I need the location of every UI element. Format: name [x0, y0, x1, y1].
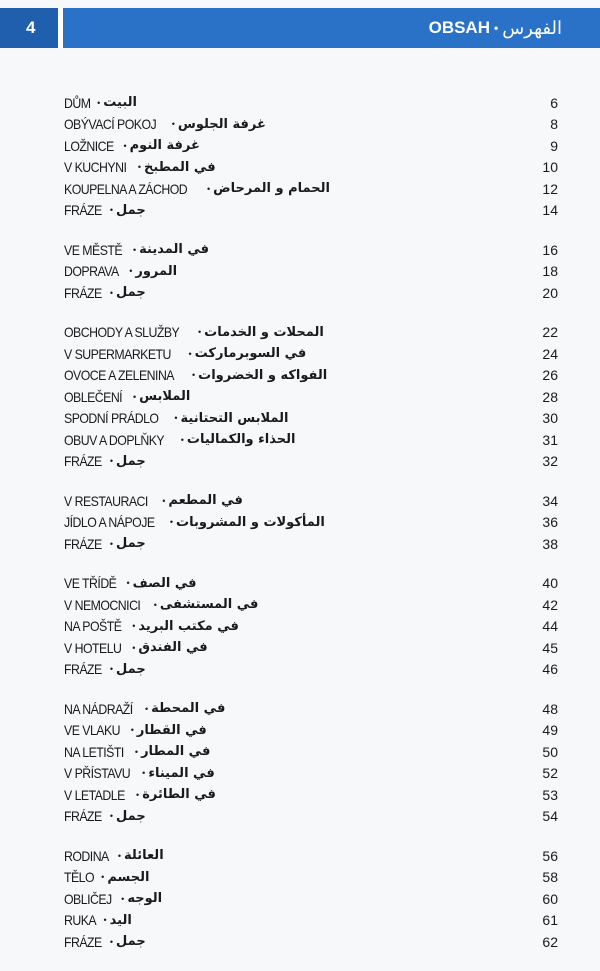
entry-separator: • — [129, 266, 133, 277]
entry-czech-label: OBUV A DOPLŇKY — [64, 431, 165, 448]
entry-page-number: 42 — [542, 596, 558, 613]
toc-entry[interactable] — [64, 594, 558, 616]
entry-czech-label: V KUCHYNI — [64, 159, 127, 176]
entry-czech-label: RODINA — [64, 847, 109, 864]
entry-arabic-label: في المطعم — [168, 493, 243, 509]
entry-czech-label: RUKA — [64, 912, 97, 929]
entry-arabic-label: في المدينة — [139, 242, 209, 258]
entry-arabic-label: في المطبخ — [144, 159, 216, 175]
toc-entry[interactable] — [64, 573, 558, 595]
entry-page-number: 12 — [542, 180, 558, 197]
entry-page-number: 54 — [542, 808, 558, 825]
toc-entry[interactable] — [64, 114, 558, 136]
entry-czech-label: OVOCE A ZELENINA — [64, 367, 174, 384]
entry-page-number: 56 — [542, 847, 558, 864]
entry-czech-label: V SUPERMARKETU — [64, 345, 171, 362]
toc-section — [64, 239, 558, 304]
toc-entry[interactable] — [64, 386, 558, 408]
entry-arabic-label: جمل — [116, 453, 146, 469]
entry-separator: • — [123, 140, 127, 151]
entry-page-number: 18 — [542, 263, 558, 280]
toc-entry[interactable] — [64, 512, 558, 534]
toc-entry[interactable] — [64, 637, 558, 659]
page-title — [429, 14, 562, 42]
entry-czech-label: TĚLO — [64, 869, 95, 886]
entry-page-number: 48 — [542, 700, 558, 717]
entry-page-number: 52 — [542, 765, 558, 782]
entry-page-number: 58 — [542, 869, 558, 886]
entry-arabic-label: المرور — [135, 263, 178, 279]
entry-page-number: 46 — [542, 661, 558, 678]
entry-separator: • — [101, 872, 105, 883]
toc-entry[interactable] — [64, 931, 558, 953]
entry-separator: • — [137, 162, 141, 173]
entry-arabic-label: العائلة — [124, 848, 164, 864]
toc-section — [64, 322, 558, 473]
toc-entry[interactable] — [64, 157, 558, 179]
entry-arabic-label: الحذاء والكماليات — [186, 432, 296, 448]
entry-separator: • — [109, 664, 114, 675]
toc-section — [64, 490, 558, 555]
entry-arabic-label: في الفندق — [138, 640, 208, 656]
entry-page-number: 22 — [542, 324, 558, 341]
entry-separator: • — [109, 936, 114, 947]
entry-separator: • — [126, 578, 130, 589]
entry-separator: • — [174, 413, 178, 424]
entry-czech-label: V RESTAURACI — [64, 492, 148, 509]
entry-czech-label: NA LETIŠTI — [64, 743, 124, 760]
entry-page-number: 44 — [542, 618, 558, 635]
entry-separator: • — [109, 205, 114, 216]
toc-entry[interactable] — [64, 322, 558, 344]
entry-page-number: 6 — [550, 94, 558, 111]
toc-section — [64, 92, 558, 221]
toc-entry[interactable] — [64, 784, 558, 806]
entry-separator: • — [103, 915, 107, 926]
entry-czech-label: FRÁZE — [64, 453, 102, 470]
entry-page-number: 38 — [542, 535, 558, 552]
entry-czech-label: KOUPELNA A ZÁCHOD — [64, 180, 188, 197]
entry-czech-label: OBÝVACÍ POKOJ — [64, 116, 157, 133]
entry-separator: • — [109, 811, 114, 822]
entry-czech-label: VE TŘÍDĚ — [64, 575, 117, 592]
entry-czech-label: FRÁZE — [64, 284, 102, 301]
entry-separator: • — [192, 370, 196, 381]
entry-separator: • — [133, 244, 137, 255]
entry-separator: • — [188, 348, 192, 359]
entry-arabic-label: غرفة النوم — [129, 138, 200, 154]
entry-separator: • — [134, 746, 139, 757]
entry-arabic-label: في الميناء — [148, 765, 215, 781]
toc-entry[interactable] — [64, 888, 558, 910]
entry-page-number: 60 — [542, 890, 558, 907]
toc-entry[interactable] — [64, 763, 558, 785]
entry-page-number: 8 — [550, 116, 558, 133]
entry-czech-label: VE MĚSTĚ — [64, 241, 123, 258]
entry-page-number: 26 — [542, 367, 558, 384]
entry-separator: • — [169, 517, 174, 528]
toc-entry[interactable] — [64, 178, 558, 200]
entry-arabic-label: في الصف — [132, 575, 197, 591]
toc-entry[interactable] — [64, 616, 558, 638]
entry-czech-label: OBCHODY A SLUŽBY — [64, 324, 180, 341]
entry-separator: • — [109, 456, 114, 467]
entry-arabic-label: المحلات و الخدمات — [204, 324, 324, 340]
entry-arabic-label: جمل — [116, 661, 146, 677]
entry-czech-label: V LETADLE — [64, 786, 125, 803]
entry-page-number: 36 — [542, 514, 558, 531]
entry-separator: • — [130, 725, 134, 736]
entry-page-number: 49 — [542, 722, 558, 739]
entry-arabic-label: المأكولات و المشروبات — [176, 514, 325, 530]
entry-arabic-label: الملابس التحتانية — [180, 410, 289, 426]
toc-entry[interactable] — [64, 910, 558, 932]
entry-czech-label: LOŽNICE — [64, 137, 114, 154]
entry-arabic-label: جمل — [116, 536, 146, 552]
entry-page-number: 62 — [542, 933, 558, 950]
entry-separator: • — [206, 183, 211, 194]
title-czech: OBSAH — [428, 18, 490, 37]
entry-czech-label: FRÁZE — [64, 535, 102, 552]
entry-czech-label: SPODNÍ PRÁDLO — [64, 410, 159, 427]
entry-separator: • — [97, 97, 101, 108]
toc-entry[interactable] — [64, 239, 558, 261]
entry-separator: • — [197, 327, 202, 338]
entry-separator: • — [132, 642, 136, 653]
toc-section — [64, 845, 558, 953]
toc-entry[interactable] — [64, 845, 558, 867]
entry-separator: • — [136, 789, 140, 800]
entry-czech-label: DŮM — [64, 94, 91, 111]
entry-arabic-label: جمل — [116, 934, 146, 950]
entry-page-number: 10 — [542, 159, 558, 176]
entry-arabic-label: في القطار — [136, 722, 207, 738]
entry-separator: • — [142, 768, 146, 779]
entry-page-number: 30 — [542, 410, 558, 427]
header-divider — [58, 8, 63, 48]
title-separator: • — [494, 21, 499, 35]
entry-czech-label: FRÁZE — [64, 202, 102, 219]
entry-czech-label: JÍDLO A NÁPOJE — [64, 514, 155, 531]
toc-entry[interactable] — [64, 451, 558, 473]
entry-czech-label: VE VLAKU — [64, 722, 121, 739]
title-arabic: الفهرس — [502, 17, 562, 38]
entry-separator: • — [145, 703, 149, 714]
toc-entry[interactable] — [64, 698, 558, 720]
entry-czech-label: FRÁZE — [64, 661, 102, 678]
entry-arabic-label: اليد — [109, 912, 132, 928]
entry-arabic-label: جمل — [116, 808, 146, 824]
entry-czech-label: V HOTELU — [64, 639, 122, 656]
entry-arabic-label: في السوبرماركت — [194, 346, 307, 362]
entry-separator: • — [171, 119, 175, 130]
entry-page-number: 45 — [542, 639, 558, 656]
entry-czech-label: DOPRAVA — [64, 263, 119, 280]
entry-arabic-label: في المستشفى — [159, 597, 259, 613]
entry-page-number: 9 — [550, 137, 558, 154]
entry-separator: • — [153, 599, 157, 610]
entry-arabic-label: غرفة الجلوس — [177, 116, 266, 132]
entry-separator: • — [180, 434, 184, 445]
entry-page-number: 20 — [542, 284, 558, 301]
entry-page-number: 28 — [542, 388, 558, 405]
entry-czech-label: FRÁZE — [64, 808, 102, 825]
entry-separator: • — [132, 621, 136, 632]
entry-arabic-label: الجسم — [107, 869, 150, 885]
entry-separator: • — [117, 850, 122, 861]
entry-arabic-label: البيت — [103, 95, 137, 111]
entry-page-number: 24 — [542, 345, 558, 362]
toc-entry[interactable] — [64, 533, 558, 555]
entry-czech-label: NA NÁDRAŽÍ — [64, 700, 133, 717]
entry-czech-label: V PŘÍSTAVU — [64, 765, 131, 782]
toc-entry[interactable] — [64, 408, 558, 430]
entry-page-number: 31 — [542, 431, 558, 448]
entry-czech-label: OBLIČEJ — [64, 890, 112, 907]
entry-page-number: 16 — [542, 241, 558, 258]
entry-page-number: 53 — [542, 786, 558, 803]
toc-entry[interactable] — [64, 92, 558, 114]
entry-page-number: 32 — [542, 453, 558, 470]
toc-section — [64, 698, 558, 827]
table-of-contents — [64, 92, 558, 971]
entry-page-number: 14 — [542, 202, 558, 219]
entry-separator: • — [121, 893, 125, 904]
entry-czech-label: V NEMOCNICI — [64, 596, 141, 613]
toc-entry[interactable] — [64, 429, 558, 451]
entry-page-number: 34 — [542, 492, 558, 509]
entry-arabic-label: في مكتب البريد — [138, 618, 239, 634]
toc-entry[interactable] — [64, 867, 558, 889]
entry-arabic-label: في الطائرة — [142, 787, 216, 803]
entry-separator: • — [162, 495, 166, 506]
toc-entry[interactable] — [64, 490, 558, 512]
toc-entry[interactable] — [64, 200, 558, 222]
toc-entry[interactable] — [64, 741, 558, 763]
toc-entry[interactable] — [64, 135, 558, 157]
entry-arabic-label: في المطار — [141, 744, 211, 760]
toc-entry[interactable] — [64, 343, 558, 365]
entry-page-number: 61 — [542, 912, 558, 929]
entry-arabic-label: الملابس — [139, 389, 191, 405]
entry-page-number: 40 — [542, 575, 558, 592]
toc-entry[interactable] — [64, 720, 558, 742]
entry-czech-label: NA POŠTĚ — [64, 618, 122, 635]
entry-arabic-label: جمل — [116, 285, 146, 301]
toc-entry[interactable] — [64, 659, 558, 681]
entry-arabic-label: الفواكه و الخضروات — [198, 367, 328, 383]
toc-entry[interactable] — [64, 282, 558, 304]
toc-entry[interactable] — [64, 261, 558, 283]
toc-section — [64, 573, 558, 681]
entry-czech-label: OBLEČENÍ — [64, 388, 123, 405]
entry-separator: • — [133, 391, 137, 402]
entry-separator: • — [109, 538, 114, 549]
entry-arabic-label: جمل — [116, 202, 146, 218]
entry-czech-label: FRÁZE — [64, 933, 102, 950]
entry-arabic-label: في المحطة — [151, 701, 226, 717]
header-bar — [0, 8, 600, 48]
toc-entry[interactable] — [64, 806, 558, 828]
entry-arabic-label: الحمام و المرحاض — [213, 181, 330, 197]
page-number: 4 — [0, 8, 58, 48]
entry-arabic-label: الوجه — [127, 891, 163, 907]
entry-page-number: 50 — [542, 743, 558, 760]
toc-entry[interactable] — [64, 365, 558, 387]
entry-separator: • — [109, 287, 114, 298]
